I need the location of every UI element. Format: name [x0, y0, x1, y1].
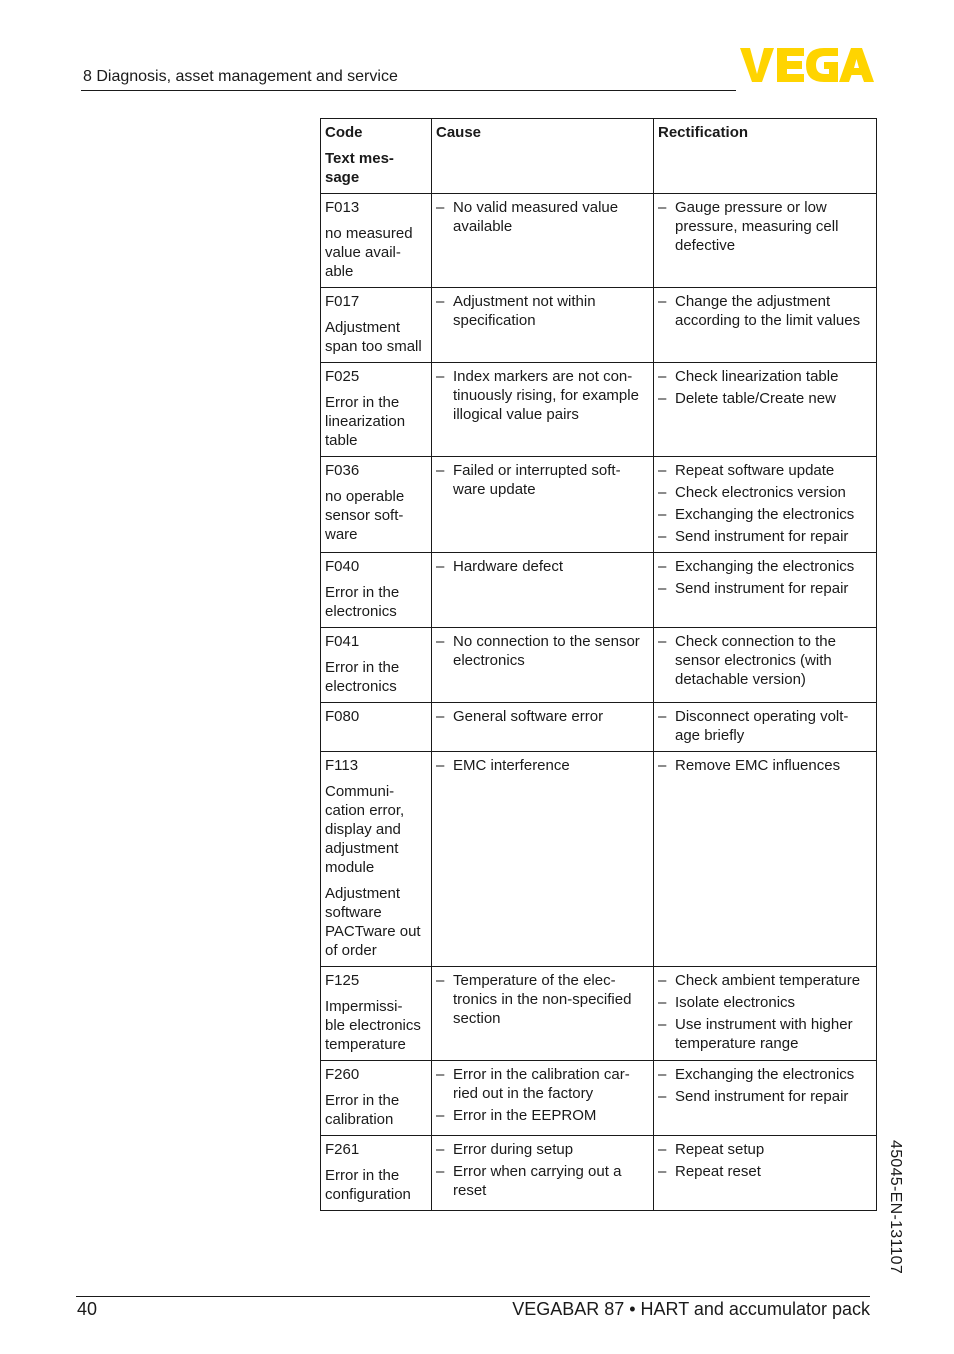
rectification-list: [658, 756, 872, 775]
rectification-cell: [654, 457, 877, 553]
table-row: [321, 553, 877, 628]
header-code: Code: [325, 124, 363, 141]
rectification-item: – Exchanging the electronics: [658, 557, 872, 576]
table-row: [321, 288, 877, 363]
rectification-cell: [654, 1136, 877, 1211]
diagnosis-table: [320, 118, 877, 1211]
cause-cell: [432, 288, 654, 363]
error-code: F040: [325, 558, 360, 575]
table-row: [321, 1061, 877, 1136]
rectification-item: – Send instrument for repair: [658, 1087, 872, 1106]
rectification-cell: [654, 194, 877, 288]
cause-list: [436, 461, 649, 499]
rectification-cell: [654, 288, 877, 363]
page-number: 40: [77, 1299, 98, 1319]
rectification-item: – Exchanging the electronics: [658, 505, 872, 524]
header-divider: [81, 90, 736, 91]
code-cell: [321, 752, 432, 967]
cause-cell: [432, 1061, 654, 1136]
text-message: no operable sensor soft- ware: [325, 488, 405, 543]
cause-list: [436, 367, 649, 424]
error-code: F113: [325, 757, 359, 774]
cause-item: – Index markers are not con- tinuously rising, for example illogical value pairs: [436, 367, 649, 424]
rectification-item: – Send instrument for repair: [658, 527, 872, 546]
footer-divider: [76, 1296, 870, 1297]
cause-item: – EMC interference: [436, 756, 649, 775]
cause-cell: [432, 457, 654, 553]
cause-list: [436, 292, 649, 330]
cause-list: [436, 707, 649, 726]
rectification-cell: [654, 967, 877, 1061]
rectification-item: – Change the adjustment according to the limit values: [658, 292, 872, 330]
rectification-item: – Check electronics version: [658, 483, 872, 502]
code-cell: [321, 1061, 432, 1136]
table-body: [321, 194, 877, 1211]
cause-list: [436, 1140, 649, 1200]
text-message: Error in the linearization table: [325, 394, 406, 449]
rectification-list: [658, 632, 872, 689]
rectification-cell: [654, 1061, 877, 1136]
rectification-item: – Disconnect operating volt- age briefly: [658, 707, 872, 745]
cause-item: – No valid measured value available: [436, 198, 649, 236]
table-row: [321, 752, 877, 967]
rectification-cell: [654, 363, 877, 457]
error-code: F041: [325, 633, 360, 650]
code-cell: [321, 553, 432, 628]
cause-item: – Failed or interrupted soft- ware update: [436, 461, 649, 499]
cause-cell: [432, 628, 654, 703]
table-row: [321, 628, 877, 703]
text-message: Communi- cation error, display and adjustment module: [325, 783, 405, 876]
cause-cell: [432, 194, 654, 288]
rectification-list: [658, 707, 872, 745]
rectification-list: [658, 1140, 872, 1181]
code-cell: [321, 628, 432, 703]
table-row: [321, 363, 877, 457]
code-cell: [321, 1136, 432, 1211]
rectification-list: [658, 461, 872, 546]
rectification-item: – Check linearization table: [658, 367, 872, 386]
text-message: Adjustment software PACTware out of order: [325, 885, 421, 959]
cause-list: [436, 971, 649, 1028]
error-code: F036: [325, 462, 360, 479]
table-row: [321, 703, 877, 752]
text-message: Error in the electronics: [325, 584, 400, 620]
rectification-cell: [654, 703, 877, 752]
cause-cell: [432, 752, 654, 967]
cause-list: [436, 756, 649, 775]
header-text-message: Text mes- sage: [325, 150, 394, 186]
table-header-row: [321, 119, 877, 194]
cause-item: – No connection to the sensor electronics: [436, 632, 649, 670]
rectification-item: – Repeat software update: [658, 461, 872, 480]
rectification-list: [658, 971, 872, 1053]
text-message: Error in the calibration: [325, 1092, 400, 1128]
header-cause: Cause: [432, 119, 654, 194]
rectification-item: – Isolate electronics: [658, 993, 872, 1012]
document-number: 45045-EN-131107: [887, 1140, 904, 1275]
text-message: Error in the electronics: [325, 659, 400, 695]
section-title: 8 Diagnosis, asset management and service: [83, 68, 398, 85]
text-message: Impermissi- ble electronics temperature: [325, 998, 421, 1053]
cause-item: – Error in the EEPROM: [436, 1106, 649, 1125]
rectification-item: – Check ambient temperature: [658, 971, 872, 990]
rectification-item: – Remove EMC influences: [658, 756, 872, 775]
rectification-item: – Check connection to the sensor electronics (with detachable version): [658, 632, 872, 689]
cause-cell: [432, 553, 654, 628]
text-message: no measured value avail- able: [325, 225, 413, 280]
cause-item: – Adjustment not within specification: [436, 292, 649, 330]
cause-list: [436, 198, 649, 236]
cause-list: [436, 557, 649, 576]
rectification-cell: [654, 553, 877, 628]
rectification-list: [658, 292, 872, 330]
cause-item: – Error during setup: [436, 1140, 649, 1159]
code-cell: [321, 457, 432, 553]
rectification-item: – Gauge pressure or low pressure, measuring cell defective: [658, 198, 872, 255]
rectification-item: – Repeat setup: [658, 1140, 872, 1159]
table-row: [321, 457, 877, 553]
table-row: [321, 1136, 877, 1211]
cause-cell: [432, 1136, 654, 1211]
rectification-list: [658, 367, 872, 408]
code-cell: [321, 363, 432, 457]
error-code: F260: [325, 1066, 360, 1083]
error-code: F025: [325, 368, 360, 385]
error-code: F125: [325, 972, 360, 989]
cause-cell: [432, 967, 654, 1061]
rectification-item: – Send instrument for repair: [658, 579, 872, 598]
cause-item: – Error when carrying out a reset: [436, 1162, 649, 1200]
text-message: Adjustment span too small: [325, 319, 422, 355]
rectification-item: – Exchanging the electronics: [658, 1065, 872, 1084]
cause-cell: [432, 703, 654, 752]
cause-item: – Hardware defect: [436, 557, 649, 576]
cause-list: [436, 1065, 649, 1125]
cause-item: – General software error: [436, 707, 649, 726]
error-code: F080: [325, 708, 360, 725]
vega-logo: [740, 48, 874, 86]
code-cell: [321, 194, 432, 288]
cause-list: [436, 632, 649, 670]
cause-item: – Error in the calibration car- ried out in the factory: [436, 1065, 649, 1103]
rectification-item: – Use instrument with higher temperature range: [658, 1015, 872, 1053]
table-row: [321, 194, 877, 288]
cause-cell: [432, 363, 654, 457]
text-message: Error in the configuration: [325, 1167, 411, 1203]
rectification-item: – Delete table/Create new: [658, 389, 872, 408]
error-code: F013: [325, 199, 360, 216]
code-cell: [321, 967, 432, 1061]
error-code: F017: [325, 293, 360, 310]
rectification-item: – Repeat reset: [658, 1162, 872, 1181]
table-row: [321, 967, 877, 1061]
rectification-list: [658, 1065, 872, 1106]
header-rectification: Rectification: [654, 119, 877, 194]
rectification-list: [658, 198, 872, 255]
rectification-cell: [654, 752, 877, 967]
rectification-list: [658, 557, 872, 598]
rectification-cell: [654, 628, 877, 703]
header-code-cell: [321, 119, 432, 194]
code-cell: [321, 288, 432, 363]
code-cell: [321, 703, 432, 752]
cause-item: – Temperature of the elec- tronics in the non-specified section: [436, 971, 649, 1028]
error-code: F261: [325, 1141, 360, 1158]
footer-title: VEGABAR 87 • HART and accumulator pack: [512, 1299, 870, 1319]
